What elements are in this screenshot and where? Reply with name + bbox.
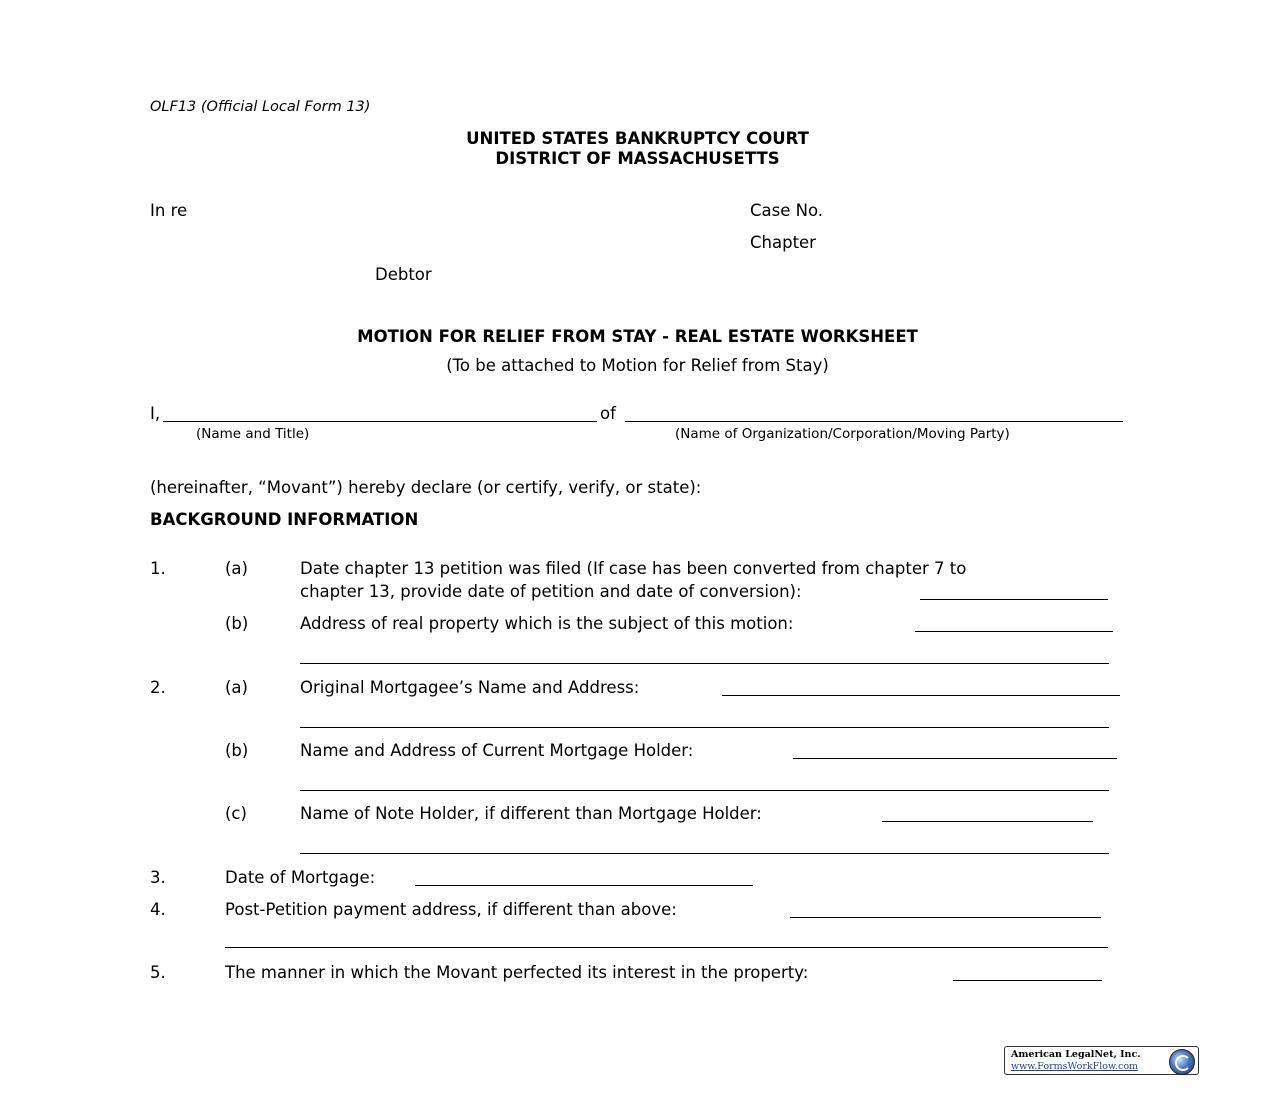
original-mortgagee-field-line2[interactable] [300,727,1109,728]
logo-url-link[interactable]: www.FormsWorkFlow.com [1011,1061,1139,1072]
form-id: OLF13 (Official Local Form 13) [150,99,371,115]
item-2c-label: (c) [225,804,247,823]
property-address-field[interactable] [915,631,1113,632]
globe-icon [1169,1049,1195,1075]
american-legalnet-logo[interactable] [1004,1046,1199,1075]
declarant-name-field[interactable] [163,421,597,422]
item-1b-text: Address of real property which is the subject of this motion: [300,614,794,633]
note-holder-field-line2[interactable] [300,853,1109,854]
item-4-text: Post-Petition payment address, if different than above: [225,900,677,919]
payment-address-field-line2[interactable] [225,947,1108,948]
district-name: DISTRICT OF MASSACHUSETTS [495,149,780,168]
mortgage-date-field[interactable] [415,885,753,886]
declarant-i-label: I, [150,404,161,423]
item-2b-label: (b) [225,741,249,760]
logo-company-name: American LegalNet, Inc. [1011,1049,1141,1060]
chapter-label: Chapter [750,233,816,252]
item-5-number: 5. [150,963,166,982]
page-subtitle: (To be attached to Motion for Relief from Stay) [446,356,829,375]
organization-caption: (Name of Organization/Corporation/Moving Party) [675,426,1010,442]
item-1a-label: (a) [225,559,248,578]
item-3-text: Date of Mortgage: [225,868,376,887]
item-1-number: 1. [150,559,166,578]
property-address-field-line2[interactable] [300,663,1109,664]
item-2b-text: Name and Address of Current Mortgage Holder: [300,741,694,760]
declaration-statement: (hereinafter, “Movant”) hereby declare (or certify, verify, or state): [150,478,702,497]
item-3-number: 3. [150,868,166,887]
case-no-label: Case No. [750,201,824,220]
original-mortgagee-field[interactable] [722,695,1120,696]
current-mortgage-holder-field[interactable] [793,758,1117,759]
debtor-label: Debtor [375,265,432,284]
court-name: UNITED STATES BANKRUPTCY COURT [466,129,809,148]
perfection-manner-field[interactable] [953,980,1102,981]
petition-date-field[interactable] [920,599,1108,600]
item-5-text: The manner in which the Movant perfected its interest in the property: [225,963,809,982]
item-2a-label: (a) [225,678,248,697]
page-title: MOTION FOR RELIEF FROM STAY - REAL ESTATE WORKSHEET [357,327,918,346]
name-title-caption: (Name and Title) [196,426,310,442]
note-holder-field[interactable] [882,821,1093,822]
item-1b-label: (b) [225,614,249,633]
item-2a-text: Original Mortgagee’s Name and Address: [300,678,640,697]
item-1a-text-line1: Date chapter 13 petition was filed (If case has been converted from chapter 7 to [300,559,967,578]
in-re-label: In re [150,201,188,220]
section-heading: BACKGROUND INFORMATION [150,510,419,529]
declarant-of-label: of [600,404,616,423]
current-mortgage-holder-field-line2[interactable] [300,790,1109,791]
declarant-organization-field[interactable] [625,421,1123,422]
item-2-number: 2. [150,678,166,697]
item-4-number: 4. [150,900,166,919]
item-1a-text-line2: chapter 13, provide date of petition and date of conversion): [300,582,802,601]
item-2c-text: Name of Note Holder, if different than Mortgage Holder: [300,804,762,823]
payment-address-field[interactable] [790,917,1101,918]
